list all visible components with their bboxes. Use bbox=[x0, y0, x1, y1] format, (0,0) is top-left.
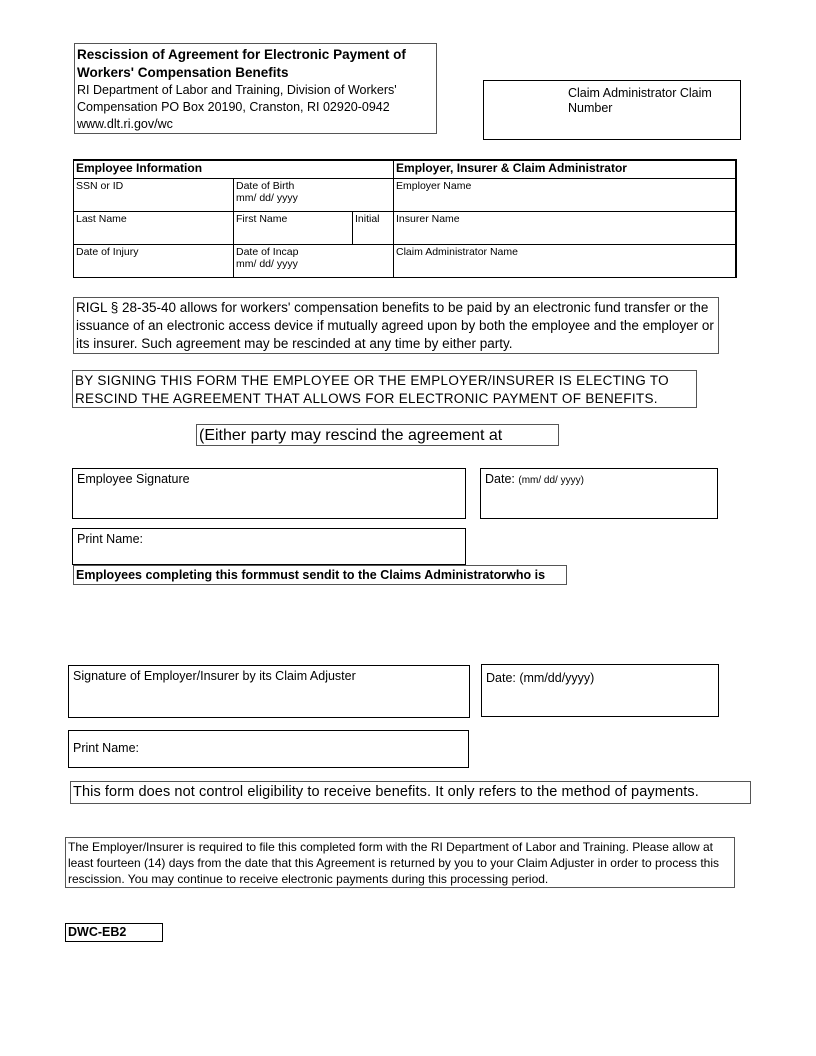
employee-print-name-field[interactable] bbox=[72, 528, 466, 565]
dob-label: Date of Birth bbox=[236, 180, 295, 192]
agency-line1: RI Department of Labor and Training, Division of Workers' bbox=[77, 83, 397, 97]
form-id: DWC-EB2 bbox=[65, 923, 163, 942]
form-header bbox=[74, 43, 437, 134]
employer-name-label: Employer Name bbox=[396, 180, 472, 192]
employee-signature-label: Employee Signature bbox=[77, 472, 190, 486]
initial-field[interactable] bbox=[353, 212, 394, 245]
employer-signature-label: Signature of Employer/Insurer by its Claim Adjuster bbox=[73, 669, 356, 683]
employee-date-label: Date: bbox=[485, 472, 515, 486]
signing-statement: BY SIGNING THIS FORM THE EMPLOYEE OR THE EMPLOYER/INSURER IS ELECTING TO RESCIND THE AGREEMENT THAT ALLOWS FOR ELECTRONIC PAYMENT OF BENEFITS. bbox=[72, 370, 697, 408]
dob-format: mm/ dd/ yyyy bbox=[236, 192, 298, 204]
last-name-label: Last Name bbox=[76, 213, 127, 225]
employee-date-format: (mm/ dd/ yyyy) bbox=[518, 475, 584, 486]
employer-print-name-label: Print Name: bbox=[73, 741, 139, 755]
ssn-label: SSN or ID bbox=[76, 180, 124, 192]
employee-signature-field[interactable] bbox=[72, 468, 466, 519]
rigl-statement: RIGL § 28-35-40 allows for workers' compensation benefits to be paid by an electronic fund transfer or the issuance of an electronic access device if mutually agreed upon by both the employee and the employer or its insurer. Such agreement may be rescinded at any time by either party. bbox=[73, 297, 719, 354]
form-title-line1: Rescission of Agreement for Electronic Payment of bbox=[77, 47, 406, 62]
employee-print-name-label: Print Name: bbox=[77, 532, 143, 546]
date-of-injury-label: Date of Injury bbox=[76, 246, 139, 258]
employee-send-note: Employees completing this formmust sendit to the Claims Administratorwho is bbox=[73, 565, 567, 585]
initial-label: Initial bbox=[355, 213, 380, 225]
agency-line2: Compensation PO Box 20190, Cranston, RI 02920-0942 bbox=[77, 100, 390, 114]
employer-filing-note: The Employer/Insurer is required to file this completed form with the RI Department of Labor and Training. Please allow at least fourteen (14) days from the date that this Agreement is returned by you to your Claim Adjuster in order to process this rescission. You may continue to receive electronic payments during this processing period. bbox=[65, 837, 735, 888]
claim-number-label: Claim Administrator Claim Number bbox=[568, 86, 712, 115]
eligibility-disclaimer: This form does not control eligibility to receive benefits. It only refers to the method of payments. bbox=[70, 781, 751, 804]
date-of-injury-field[interactable] bbox=[74, 245, 234, 278]
first-name-label: First Name bbox=[236, 213, 288, 225]
claim-admin-name-label: Claim Administrator Name bbox=[396, 246, 518, 258]
employee-info-header: Employee Information bbox=[74, 160, 394, 179]
date-of-incap-field[interactable] bbox=[234, 245, 394, 278]
employer-date-label: Date: (mm/dd/yyyy) bbox=[486, 671, 595, 685]
employer-date-field[interactable] bbox=[481, 664, 719, 717]
agency-website: www.dlt.ri.gov/wc bbox=[77, 117, 173, 131]
insurer-name-field[interactable] bbox=[394, 212, 736, 245]
claim-admin-name-field[interactable] bbox=[394, 245, 736, 278]
incap-format: mm/ dd/ yyyy bbox=[236, 258, 298, 270]
form-title-line2: Workers' Compensation Benefits bbox=[77, 65, 289, 80]
employer-name-field[interactable] bbox=[394, 179, 736, 212]
first-name-field[interactable] bbox=[234, 212, 353, 245]
ssn-field[interactable] bbox=[74, 179, 234, 212]
claim-number-field[interactable] bbox=[483, 80, 741, 140]
insurer-name-label: Insurer Name bbox=[396, 213, 460, 225]
information-table bbox=[73, 159, 737, 278]
date-of-incap-label: Date of Incap bbox=[236, 246, 299, 258]
either-party-note: (Either party may rescind the agreement at bbox=[196, 424, 559, 446]
employer-signature-field[interactable] bbox=[68, 665, 470, 718]
last-name-field[interactable] bbox=[74, 212, 234, 245]
dob-field[interactable] bbox=[234, 179, 394, 212]
employee-date-field[interactable] bbox=[480, 468, 718, 519]
employer-print-name-field[interactable] bbox=[68, 730, 469, 768]
employer-info-header: Employer, Insurer & Claim Administrator bbox=[394, 160, 736, 179]
